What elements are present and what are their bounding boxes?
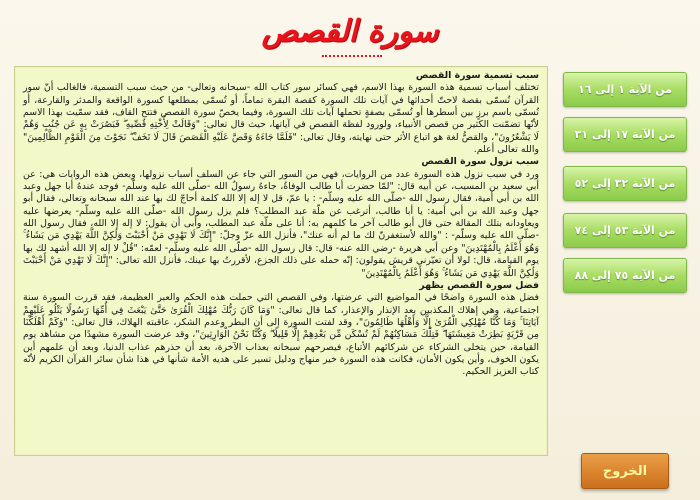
section-heading-virtue: فضل سورة القصص يظهر: [419, 279, 539, 291]
section-heading-naming: سبب تسمية سورة القصص: [415, 70, 539, 81]
section-text-virtue: فضل هذه السورة واضحًا في المواضيع التي عرضتها، وفي القصص التي حملت هذه الحكم والعبر العظيمة، فقد قررت السورة سنة اجتماعية، وهي إهلاك المكذبين بعد الإنذار والإعذار، كما قال تعالى: "وَمَا كَانَ رَبُّكَ مُهْلِكَ الْقُرَىٰ حَتَّىٰ يَبْعَثَ فِي أُمِّهَا رَسُولًا يَتْلُو عَلَيْهِمْ آيَاتِنَا ۚ وَمَا كُنَّا مُهْلِكِي الْقُرَىٰ إِلَّا وَأَهْلُهَا ظَالِمُونَ"، وقد لفتت السورة إلى أن البطر وعدم الشكر، عاقبته الهلاك، قال تعالى: "وَكَمْ أَهْلَكْنَا مِن قَرْيَةٍ بَطِرَتْ مَعِيشَتَهَا ۖ فَتِلْكَ مَسَاكِنُهُمْ لَمْ تُسْكَن مِّن بَعْدِهِمْ إِلَّا قَلِيلًا ۖ وَكُنَّا نَحْنُ الْوَارِثِينَ"، وقد عرضت السورة مشهدًا من مشاهد يوم القيامة، حين يتخلى الشركاء عن شركائهم الأتباع، فيصرحهم سبحانه بعذاب الآخرة، بعد أن حذرهم عذاب الدنيا، وبعد أن علمهم أين يكون الخوف، وأين يكون الأمان، فكانت هذه السورة خير منهاج ودليل تسير على هديه الأمة شأنها في هذا شأن سائر القرآن الكريم لأنّه كتاب العزيز الحكيم.: [23, 292, 539, 378]
nav-verses-32-52-button[interactable]: من الآية ٣٢ إلى ٥٢: [563, 166, 687, 201]
nav-verses-75-88-button[interactable]: من الآية ٧٥ إلى ٨٨: [563, 258, 687, 293]
nav-verses-1-16-button[interactable]: من الآية ١ إلى ١٦: [563, 72, 687, 107]
section-heading-revelation: سبب نزول سورة القصص: [421, 156, 539, 168]
title-underline: [322, 53, 382, 57]
exit-button[interactable]: الخروج: [581, 453, 669, 489]
page-title: سورة القصص: [261, 14, 439, 49]
content-panel: [14, 66, 548, 456]
nav-verses-53-74-button[interactable]: من الآية ٥٣ إلى ٧٤: [563, 213, 687, 248]
section-text-revelation: ورد في سبب نزول هذه السورة عدد من الروايات، فهي من السور التي جاء عن السلف أسباب نزولها، وبعض هذه الروايات هي: عن أبي سعيد بن المسيب، عن أبيه قال: "لمّا حضرت أبا طالب الوفاةُ، جاءهُ رسولُ الله -صلّى الله عليه وسلّم- فوجد عندهُ أبا جهل وعبد الله بن أبي أمية، فقال رسول الله -صلّى الله عليه وسلّم- : يا عمّ، قل لا إله إلا الله كلمة أحاجّ لك بها عند الله سبحانه وتعالى، فقال أبو جهل وعبد الله بن أبي أمية: يا أبا طالب، أترغب عن ملّة عبد المطلب؟ فلم يزل رسول الله -صلّى الله عليه وسلّم- يعرضها عليه ويعاودانه بتلك المقالة حتى قال أبو طالب آخر ما كلمهم به: أنا على ملّة عبد المطلب، وأبى أن يقول: لا إله إلا الله، فقال رسول الله -صلّى الله عليه وسلّم- : "والله لأستغفرنّ لك ما لم أنه عنك"، فأنزل الله عزّ وجلّ: "إِنَّكَ لَا تَهْدِي مَنْ أَحْبَبْتَ وَلَٰكِنَّ اللَّهَ يَهْدِي مَن يَشَاءُ ۚ وَهُوَ أَعْلَمُ بِالْمُهْتَدِينَ" وعن أبي هريرة -رضي الله عنه- قال: قال رسول الله -صلّى الله عليه وسلّم- لعمّه: "قُلْ لا إله إلا الله أشهد لك بها يوم القيامة، قال: لولا أن تعيّرني قريش يقولون: إنّه حمله على ذلك الجزع، لأقررتُ بها عينك، فأنزل الله تعالى: "إِنَّكَ لَا تَهْدِي مَنْ أَحْبَبْتَ وَلَٰكِنَّ اللَّهَ يَهْدِي مَن يَشَاءُ ۚ وَهُوَ أَعْلَمُ بِالْمُهْتَدِينَ": [23, 168, 539, 279]
nav-verses-17-31-button[interactable]: من الآية ١٧ إلى ٣١: [563, 117, 687, 152]
section-text-naming: تختلف أسباب تسمية هذه السورة بهذا الاسم، فهي كسائر سور كتاب الله -سبحانه وتعالى- من حيث سبب التسمية، فالغالب أنّ سور القرآن تُسمّى بقصة لاحتّ أحداثها في آيات تلك السورة كقصة البقرة تماماً، أو تُسمّى بمطلعها كسورة الواقعة والمدثر والقارعة، أو تُسمّى باسم برزٍ بين أسطرها أو تُسمّى بصفةٍ تحملها آيات تلك السورة، وفيما يخصّ سورة القصص فتتح القاف، فقد سمّيت بهذا الاسم لأنّها تضمّنت الكثير من قصص الأنبياء، ولورود لفظة القصص في آياتها، حيث قال تعالى: "وَقَالَتْ لِأُخْتِهِ قُصِّيهِ ۖ فَبَصُرَتْ بِهِ عَن جُنُبٍ وَهُمْ لَا يَشْعُرُونَ"، والقصُّ لغة هو اتباع الأثر حتى نهايته، وقال تعالى: "فَلَمَّا جَاءَهُ وَقَصَّ عَلَيْهِ الْقَصَصَ قَالَ لَا تَخَفْ ۖ نَجَوْتَ مِنَ الْقَوْمِ الظَّالِمِينَ" والله تعالى أعلم.: [23, 82, 539, 156]
